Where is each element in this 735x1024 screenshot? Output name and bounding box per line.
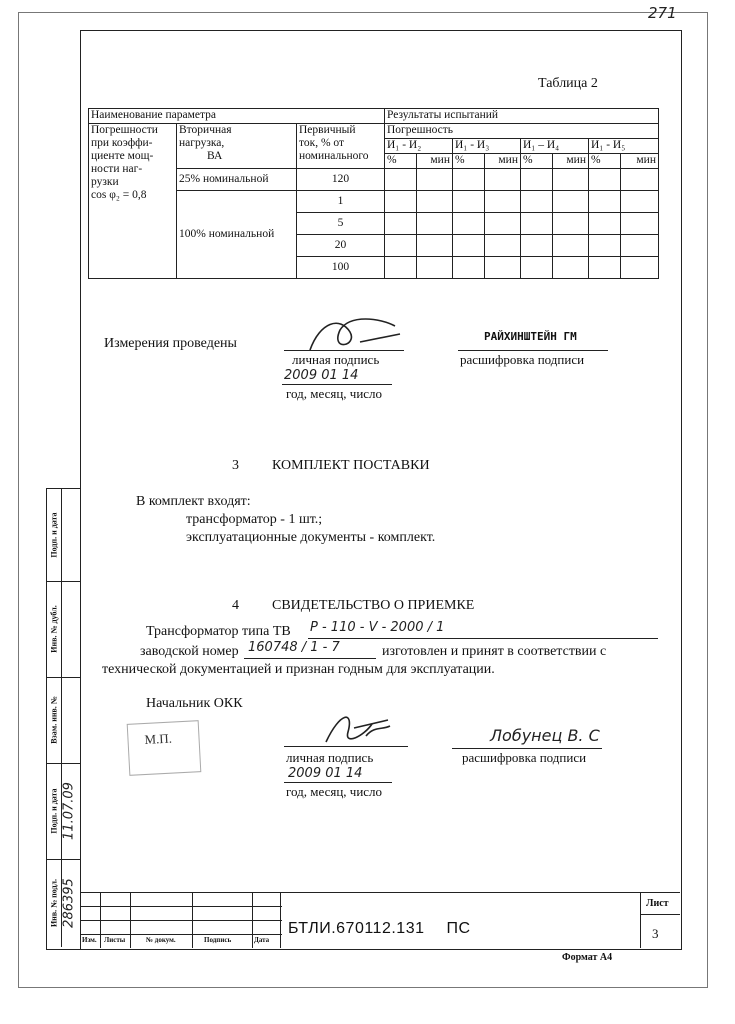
secondary-load-header: Вторичная нагрузка, ВА	[177, 124, 297, 169]
unit-pct: %	[385, 154, 417, 169]
serial-line	[244, 658, 376, 659]
transformer-type-label: Трансформатор типа ТВ	[146, 624, 291, 639]
handwritten-date: 2009 01 14	[284, 368, 359, 383]
unit-min: мин	[485, 154, 521, 169]
current-100: 100	[297, 257, 385, 279]
format-label: Формат А4	[562, 952, 613, 963]
sheet-column	[640, 892, 641, 948]
page-number-handwritten: 271	[648, 4, 677, 22]
current-20: 20	[297, 235, 385, 257]
side-cell-dup-inv: Инв. № дубл.	[47, 581, 81, 678]
signature-label: личная подпись	[292, 352, 380, 367]
handwritten-inv-number: 286395	[61, 878, 77, 928]
side-strip	[46, 488, 81, 950]
title-block: Изм. Листы № докум. Подпись Дата Лист 3	[80, 892, 680, 948]
measurement-label: Измерения проведены	[104, 336, 237, 351]
section-3-item-2: эксплуатационные документы - комплект.	[186, 530, 436, 545]
header-param: Наименование параметра	[89, 109, 385, 124]
acceptance-text: технической документацией и признан годным для эксплуатации.	[102, 662, 495, 677]
document-code: БТЛИ.670112.131 ПС	[288, 920, 471, 937]
section-3-item-1: трансформатор - 1 шт.;	[186, 512, 323, 527]
section-3-title: КОМПЛЕКТ ПОСТАВКИ	[272, 458, 430, 473]
error-header: Погрешность	[385, 124, 659, 139]
header-results: Результаты испытаний	[385, 109, 659, 124]
sheet-number: 3	[652, 926, 659, 941]
chief-decoding-line	[452, 748, 602, 749]
current-5: 5	[297, 213, 385, 235]
serial-text-after: изготовлен и принят в соответствии с	[382, 644, 607, 659]
section-3-intro: В комплект входят:	[136, 494, 251, 509]
signature-line	[284, 350, 404, 351]
pair-1-3: И₁ - И₃	[453, 139, 521, 154]
current-1: 1	[297, 191, 385, 213]
results-table	[88, 108, 659, 279]
date-label: год, месяц, число	[286, 386, 383, 401]
pair-1-2: И₁ - И₂	[385, 139, 453, 154]
chief-name-handwritten: Лобунец В. С	[490, 726, 600, 745]
transformer-type-value: Р - 110 - V - 2000 / 1	[310, 620, 445, 635]
unit-pct: %	[453, 154, 485, 169]
stamp-mp: М.П.	[127, 720, 202, 776]
table-caption: Таблица 2	[538, 76, 598, 91]
side-cell-replace-inv: Взам. инв. №	[47, 677, 81, 764]
chief-signature-label: личная подпись	[286, 750, 374, 765]
load-100: 100% номинальной	[177, 191, 297, 279]
side-cell-orig-inv: Инв. № подл. 286395	[47, 859, 81, 947]
serial-label: заводской номер	[140, 644, 239, 659]
unit-pct: %	[521, 154, 553, 169]
decoding-line	[458, 350, 608, 351]
type-line	[308, 638, 658, 639]
sheet-label: Лист	[646, 898, 669, 909]
section-4-number: 4	[232, 598, 239, 613]
chief-signature-image	[318, 706, 398, 748]
side-cell-signature-date-2: Подп. и дата 11.07.09	[47, 763, 81, 860]
unit-pct: %	[589, 154, 621, 169]
chief-date-line	[284, 782, 392, 783]
section-3-number: 3	[232, 458, 239, 473]
pair-1-4: И₁ – И₄	[521, 139, 589, 154]
chief-date-label: год, месяц, число	[286, 784, 383, 799]
serial-value: 160748 / 1 - 7	[248, 640, 340, 655]
date-line	[282, 384, 392, 385]
error-label: Погрешности при коэффи- циенте мощ- ности наг- рузки cos φ₂ = 0,8	[89, 124, 177, 279]
side-cell-signature-date-1: Подп. и дата	[47, 489, 81, 582]
unit-min: мин	[553, 154, 589, 169]
primary-current-header: Первичный ток, % от номинального	[297, 124, 385, 169]
section-4-title: СВИДЕТЕЛЬСТВО О ПРИЕМКЕ	[272, 598, 475, 613]
chief-label: Начальник ОКК	[146, 696, 243, 711]
decoding-label: расшифровка подписи	[460, 352, 585, 367]
current-120: 120	[297, 169, 385, 191]
unit-min: мин	[621, 154, 659, 169]
handwritten-sign-date: 11.07.09	[61, 782, 77, 840]
name-stamp: РАЙХИНШТЕЙН ГМ	[484, 330, 577, 343]
chief-handwritten-date: 2009 01 14	[288, 766, 363, 781]
pair-1-5: И₁ - И₅	[589, 139, 659, 154]
load-25: 25% номинальной	[177, 169, 297, 191]
chief-signature-line	[284, 746, 408, 747]
chief-decoding-label: расшифровка подписи	[462, 750, 587, 765]
unit-min: мин	[417, 154, 453, 169]
